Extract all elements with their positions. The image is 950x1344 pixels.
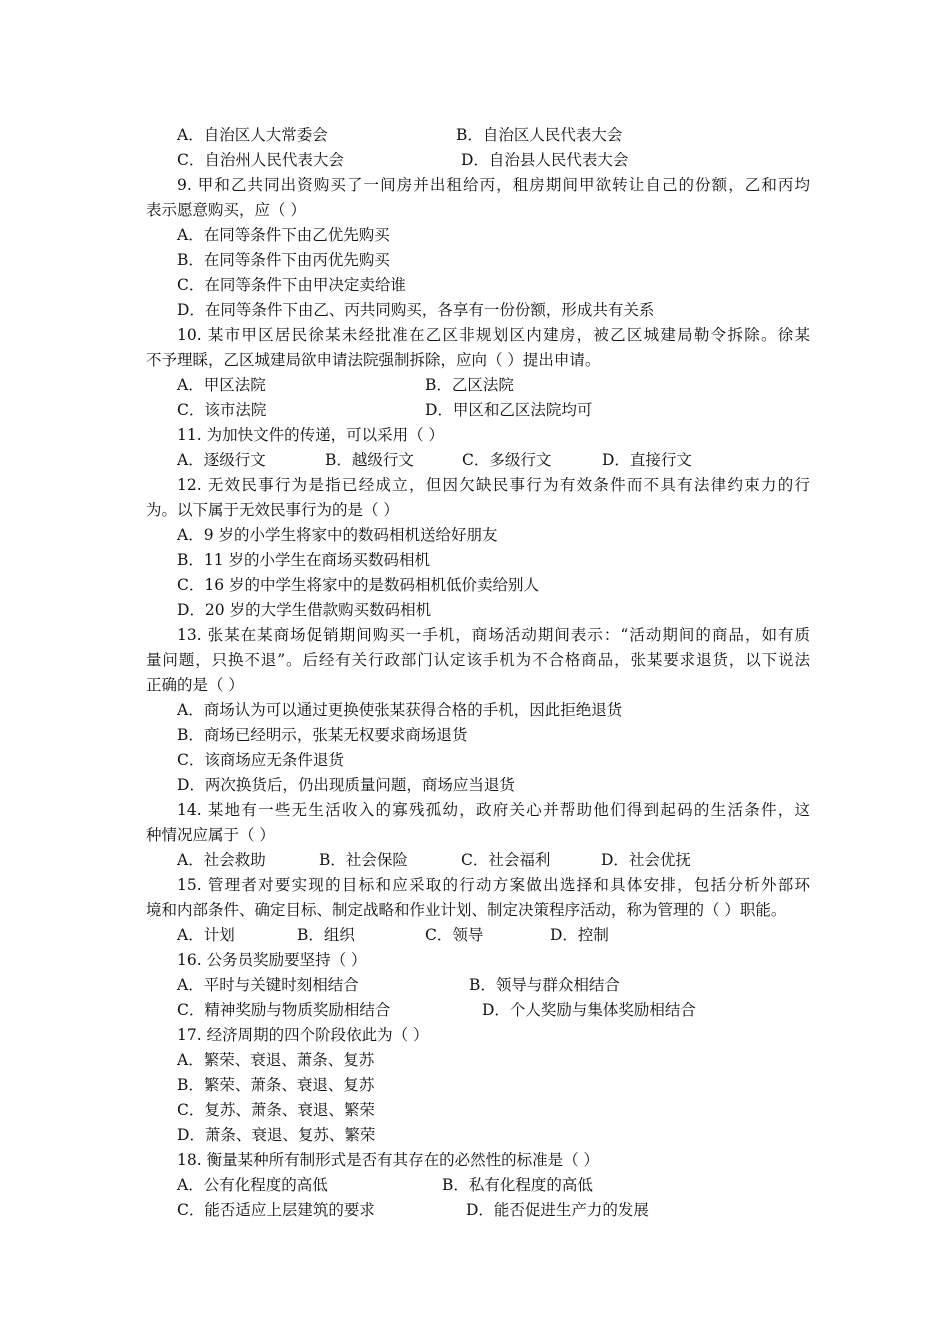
q10-options-row-2 — [146, 398, 810, 423]
q11-options-row — [146, 448, 810, 473]
q11-option-c[interactable]: C．多级行文 — [462, 451, 552, 469]
q18-options-row-2 — [146, 1198, 810, 1223]
q12-option-d[interactable]: D．20 岁的大学生借款购买数码相机 — [177, 601, 432, 619]
q18-option-c[interactable]: C．能否适应上层建筑的要求 — [177, 1201, 375, 1219]
q14-option-c[interactable]: C．社会福利 — [461, 851, 551, 869]
q14-option-a[interactable]: A．社会救助 — [177, 851, 266, 869]
question-list — [146, 123, 810, 1223]
q13-option-b[interactable]: B．商场已经明示，张某无权要求商场退货 — [177, 726, 468, 744]
q9-stem-line-2: 表示愿意购买，应（ ） — [146, 201, 306, 219]
q16-option-d[interactable]: D．个人奖励与集体奖励相结合 — [482, 1001, 696, 1019]
q17-option-c[interactable]: C．复苏、萧条、衰退、繁荣 — [177, 1101, 375, 1119]
q16-option-a[interactable]: A．平时与关键时刻相结合 — [177, 976, 359, 994]
q18-option-a[interactable]: A．公有化程度的高低 — [177, 1176, 328, 1194]
q17-option-a[interactable]: A．繁荣、衰退、萧条、复苏 — [177, 1051, 375, 1069]
q13-option-d[interactable]: D．两次换货后，仍出现质量问题，商场应当退货 — [177, 776, 515, 794]
q14-option-b[interactable]: B．社会保险 — [319, 851, 408, 869]
q15-stem-line-2: 境和内部条件、确定目标、制定战略和作业计划、制定决策程序活动，称为管理的（ ）职能。 — [146, 901, 787, 919]
q16-options-row-2 — [146, 998, 810, 1023]
q8-options-row-1 — [146, 123, 810, 148]
q14-stem-line-1: 14. 某地有一些无生活收入的寡残孤幼，政府关心并帮助他们得到起码的生活条件，这 — [177, 801, 810, 819]
q15-option-a[interactable]: A．计划 — [177, 926, 235, 944]
q17-stem-line-1: 17. 经济周期的四个阶段依此为（ ） — [177, 1026, 429, 1044]
q9-option-a[interactable]: A．在同等条件下由乙优先购买 — [177, 226, 390, 244]
q8-option-d[interactable]: D．自治县人民代表大会 — [461, 151, 629, 169]
q13-stem-line-3: 正确的是（ ） — [146, 676, 244, 694]
q14-options-row — [146, 848, 810, 873]
q12-option-a[interactable]: A．9 岁的小学生将家中的数码相机送给好朋友 — [177, 526, 498, 544]
q10-stem-line-2: 不予理睬，乙区城建局欲申请法院强制拆除，应向（ ）提出申请。 — [146, 351, 601, 369]
q18-options-row-1 — [146, 1173, 810, 1198]
q9-option-c[interactable]: C．在同等条件下由甲决定卖给谁 — [177, 276, 406, 294]
q16-options-row-1 — [146, 973, 810, 998]
q17-option-b[interactable]: B．繁荣、萧条、衰退、复苏 — [177, 1076, 375, 1094]
q15-option-b[interactable]: B．组织 — [297, 926, 355, 944]
q10-option-b[interactable]: B．乙区法院 — [425, 376, 514, 394]
q9-stem-line-1: 9. 甲和乙共同出资购买了一间房并出租给丙，租房期间甲欲转让自己的份额，乙和丙均 — [177, 176, 810, 194]
q10-option-d[interactable]: D．甲区和乙区法院均可 — [425, 401, 593, 419]
q8-option-a[interactable]: A．自治区人大常委会 — [177, 126, 328, 144]
q14-option-d[interactable]: D．社会优抚 — [601, 851, 691, 869]
q11-option-b[interactable]: B．越级行文 — [325, 451, 414, 469]
q12-stem-line-2: 为。以下属于无效民事行为的是（ ） — [146, 501, 399, 519]
q13-option-c[interactable]: C．该商场应无条件退货 — [177, 751, 344, 769]
q10-options-row-1 — [146, 373, 810, 398]
q14-stem-line-2: 种情况应属于（ ） — [146, 826, 275, 844]
q15-stem-line-1: 15. 管理者对要实现的目标和应采取的行动方案做出选择和具体安排，包括分析外部环 — [177, 876, 810, 894]
q16-option-c[interactable]: C．精神奖励与物质奖励相结合 — [177, 1001, 391, 1019]
q12-option-b[interactable]: B．11 岁的小学生在商场买数码相机 — [177, 551, 431, 569]
q8-options-row-2 — [146, 148, 810, 173]
q13-option-a[interactable]: A．商场认为可以通过更换使张某获得合格的手机，因此拒绝退货 — [177, 701, 623, 719]
q10-option-a[interactable]: A．甲区法院 — [177, 376, 266, 394]
q18-option-b[interactable]: B．私有化程度的高低 — [442, 1176, 593, 1194]
q9-option-b[interactable]: B．在同等条件下由丙优先购买 — [177, 251, 390, 269]
q15-option-d[interactable]: D．控制 — [550, 926, 609, 944]
q11-option-d[interactable]: D．直接行文 — [602, 451, 692, 469]
q12-option-c[interactable]: C．16 岁的中学生将家中的是数码相机低价卖给别人 — [177, 576, 540, 594]
q16-option-b[interactable]: B．领导与群众相结合 — [469, 976, 620, 994]
q11-option-a[interactable]: A．逐级行文 — [177, 451, 266, 469]
q16-stem-line-1: 16. 公务员奖励要坚持（ ） — [177, 951, 367, 969]
q10-option-c[interactable]: C．该市法院 — [177, 401, 267, 419]
q18-option-d[interactable]: D．能否促进生产力的发展 — [466, 1201, 649, 1219]
q9-option-d[interactable]: D．在同等条件下由乙、丙共同购买，各享有一份份额，形成共有关系 — [177, 301, 655, 319]
q15-options-row — [146, 923, 810, 948]
q8-option-c[interactable]: C．自治州人民代表大会 — [177, 151, 344, 169]
q18-stem-line-1: 18. 衡量某种所有制形式是否有其存在的必然性的标准是（ ） — [177, 1151, 600, 1169]
q11-stem-line-1: 11. 为加快文件的传递，可以采用（ ） — [177, 426, 445, 444]
q13-stem-line-2: 量问题，只换不退”。后经有关行政部门认定该手机为不合格商品，张某要求退货，以下说法 — [146, 651, 810, 669]
q15-option-c[interactable]: C．领导 — [425, 926, 484, 944]
q17-option-d[interactable]: D．萧条、衰退、复苏、繁荣 — [177, 1126, 376, 1144]
q8-option-b[interactable]: B．自治区人民代表大会 — [456, 126, 623, 144]
q13-stem-line-1: 13. 张某在某商场促销期间购买一手机，商场活动期间表示：“活动期间的商品，如有质 — [177, 626, 810, 644]
q10-stem-line-1: 10. 某市甲区居民徐某未经批准在乙区非规划区内建房，被乙区城建局勒令拆除。徐某 — [177, 326, 810, 344]
q12-stem-line-1: 12. 无效民事行为是指已经成立，但因欠缺民事行为有效条件而不具有法律约束力的行 — [177, 476, 810, 494]
